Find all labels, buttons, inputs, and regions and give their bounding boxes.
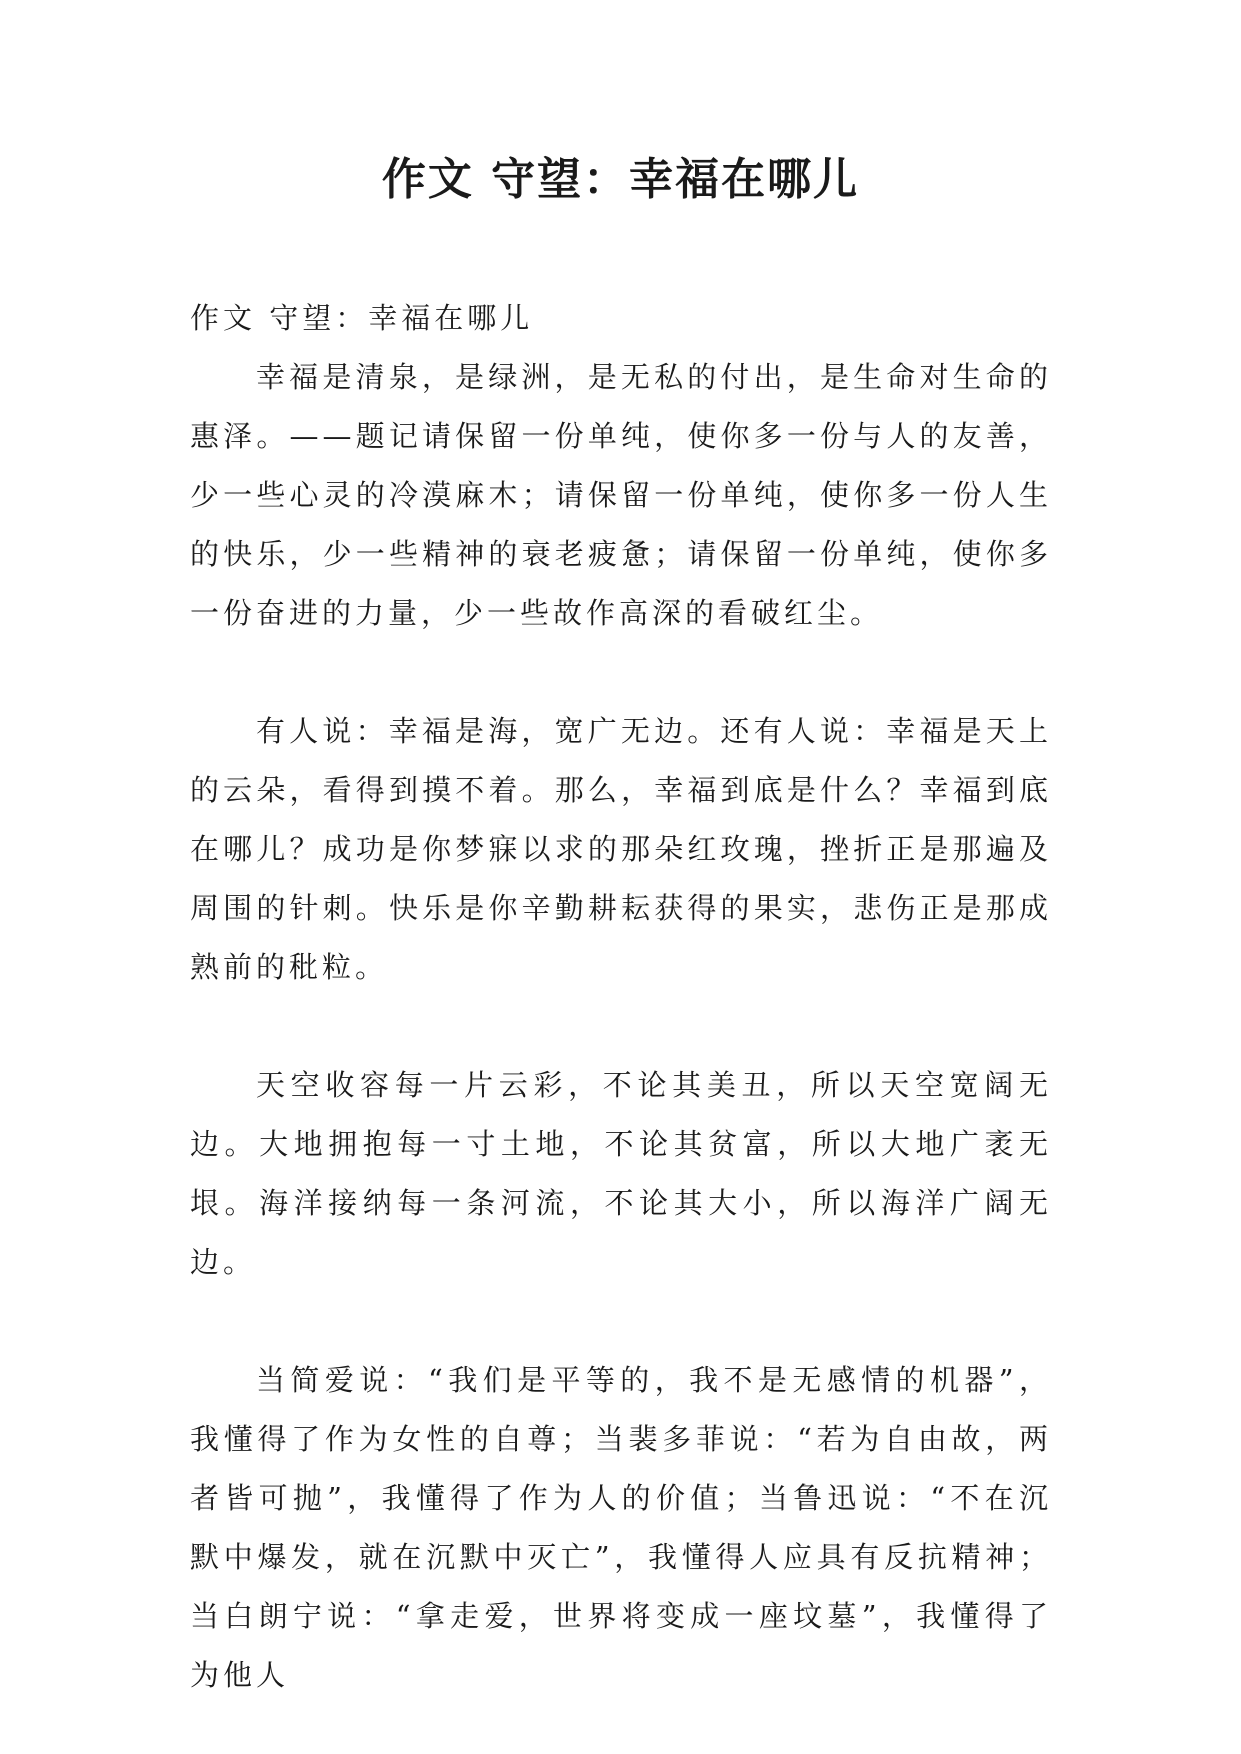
document-title: 作文 守望：幸福在哪儿 [381,154,860,205]
paragraph-3: 天空收容每一片云彩，不论其美丑，所以天空宽阔无边。大地拥抱每一寸土地，不论其贫富，所以大地广袤无垠。海洋接纳每一条河流，不论其大小，所以海洋广阔无边。 [190,1068,1052,1279]
document-subtitle: 作文 守望：幸福在哪儿 [190,301,534,335]
document-body [190,289,1052,1705]
paragraph-4: 当简爱说：“我们是平等的，我不是无感情的机器”，我懂得了作为女性的自尊；当裴多菲说：“若为自由故，两者皆可抛”，我懂得了作为人的价值；当鲁迅说：“不在沉默中爆发，就在沉默中灭亡”，我懂得人应具有反抗精神；当白朗宁说：“拿走爱，世界将变成一座坟墓”，我懂得了为他人 [190,1363,1052,1692]
paragraph-1: 幸福是清泉，是绿洲，是无私的付出，是生命对生命的惠泽。——题记请保留一份单纯，使你多一份与人的友善，少一些心灵的冷漠麻木；请保留一份单纯，使你多一份人生的快乐，少一些精神的衰老疲惫；请保留一份单纯，使你多一份奋进的力量，少一些故作高深的看破红尘。 [190,360,1052,630]
paragraph-2: 有人说：幸福是海，宽广无边。还有人说：幸福是天上的云朵，看得到摸不着。那么，幸福到底是什么？幸福到底在哪儿？成功是你梦寐以求的那朵红玫瑰，挫折正是那遍及周围的针刺。快乐是你辛勤耕耘获得的果实，悲伤正是那成熟前的秕粒。 [190,714,1052,984]
